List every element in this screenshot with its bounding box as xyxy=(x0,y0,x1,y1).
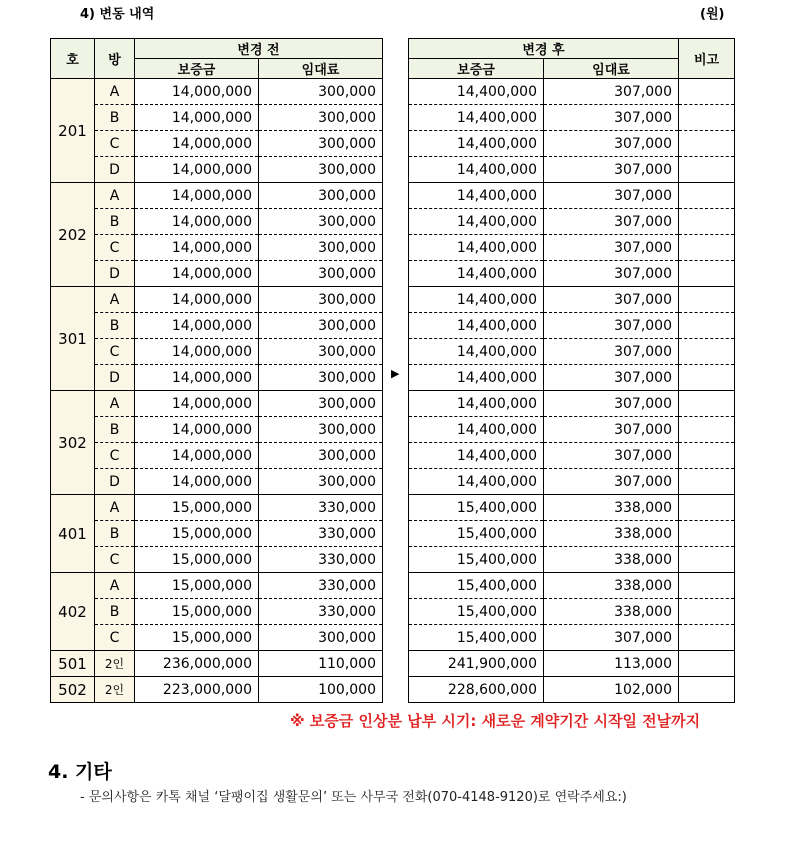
room-cell: A xyxy=(95,573,135,599)
note-cell xyxy=(679,469,735,495)
deposit-before-cell: 14,000,000 xyxy=(135,365,259,391)
table-row xyxy=(409,131,735,157)
table-row xyxy=(51,547,383,573)
table-row xyxy=(51,651,383,677)
ho-cell: 202 xyxy=(51,183,95,287)
rent-after-cell: 307,000 xyxy=(544,79,679,105)
header-rent-after: 임대료 xyxy=(544,59,679,79)
deposit-before-cell: 15,000,000 xyxy=(135,625,259,651)
after-table xyxy=(408,38,735,703)
header-deposit-before: 보증금 xyxy=(135,59,259,79)
rent-after-cell: 338,000 xyxy=(544,495,679,521)
deposit-after-cell: 14,400,000 xyxy=(409,157,544,183)
rent-after-cell: 307,000 xyxy=(544,157,679,183)
deposit-after-cell: 15,400,000 xyxy=(409,573,544,599)
room-cell: D xyxy=(95,469,135,495)
deposit-before-cell: 14,000,000 xyxy=(135,417,259,443)
misc-section-title: 4. 기타 xyxy=(48,761,112,783)
rent-after-cell: 307,000 xyxy=(544,443,679,469)
rent-after-cell: 307,000 xyxy=(544,339,679,365)
deposit-before-cell: 14,000,000 xyxy=(135,105,259,131)
rent-after-cell: 307,000 xyxy=(544,261,679,287)
note-cell xyxy=(679,391,735,417)
deposit-after-cell: 14,400,000 xyxy=(409,183,544,209)
ho-cell: 502 xyxy=(51,677,95,703)
rent-after-cell: 307,000 xyxy=(544,313,679,339)
room-cell: B xyxy=(95,313,135,339)
table-row xyxy=(409,443,735,469)
deposit-after-cell: 15,400,000 xyxy=(409,599,544,625)
deposit-before-cell: 14,000,000 xyxy=(135,79,259,105)
rent-before-cell: 110,000 xyxy=(259,651,383,677)
deposit-before-cell: 14,000,000 xyxy=(135,339,259,365)
room-cell: C xyxy=(95,339,135,365)
rent-before-cell: 300,000 xyxy=(259,105,383,131)
deposit-before-cell: 14,000,000 xyxy=(135,261,259,287)
table-row xyxy=(51,625,383,651)
room-cell: B xyxy=(95,105,135,131)
room-cell: C xyxy=(95,235,135,261)
table-row xyxy=(51,157,383,183)
note-cell xyxy=(679,625,735,651)
deposit-after-cell: 14,400,000 xyxy=(409,469,544,495)
room-cell: B xyxy=(95,209,135,235)
rent-after-cell: 338,000 xyxy=(544,599,679,625)
room-cell: A xyxy=(95,79,135,105)
table-row xyxy=(409,625,735,651)
table-row xyxy=(409,339,735,365)
deposit-before-cell: 14,000,000 xyxy=(135,235,259,261)
table-row xyxy=(409,391,735,417)
deposit-before-cell: 15,000,000 xyxy=(135,573,259,599)
deposit-after-cell: 14,400,000 xyxy=(409,79,544,105)
deposit-after-cell: 14,400,000 xyxy=(409,443,544,469)
note-cell xyxy=(679,131,735,157)
note-cell xyxy=(679,287,735,313)
note-cell xyxy=(679,261,735,287)
rent-before-cell: 300,000 xyxy=(259,287,383,313)
note-cell xyxy=(679,183,735,209)
deposit-before-cell: 15,000,000 xyxy=(135,495,259,521)
table-row xyxy=(409,157,735,183)
ho-cell: 401 xyxy=(51,495,95,573)
rent-after-cell: 113,000 xyxy=(544,651,679,677)
table-row xyxy=(51,183,383,209)
deposit-notice: ※ 보증금 인상분 납부 시기: 새로운 계약기간 시작일 전날까지 xyxy=(290,712,701,730)
table-row xyxy=(409,521,735,547)
ho-cell: 402 xyxy=(51,573,95,651)
deposit-after-cell: 14,400,000 xyxy=(409,287,544,313)
deposit-before-cell: 15,000,000 xyxy=(135,599,259,625)
table-row xyxy=(409,209,735,235)
table-row xyxy=(51,131,383,157)
table-row xyxy=(51,261,383,287)
table-row xyxy=(409,313,735,339)
header-ho: 호 xyxy=(51,39,95,79)
table-row xyxy=(51,339,383,365)
table-row xyxy=(409,235,735,261)
table-row xyxy=(409,417,735,443)
ho-cell: 302 xyxy=(51,391,95,495)
table-row xyxy=(409,469,735,495)
rent-after-cell: 307,000 xyxy=(544,235,679,261)
deposit-after-cell: 228,600,000 xyxy=(409,677,544,703)
rent-after-cell: 307,000 xyxy=(544,365,679,391)
deposit-after-cell: 14,400,000 xyxy=(409,365,544,391)
rent-before-cell: 300,000 xyxy=(259,131,383,157)
rent-after-cell: 307,000 xyxy=(544,625,679,651)
header-rent-before: 임대료 xyxy=(259,59,383,79)
rent-after-cell: 338,000 xyxy=(544,521,679,547)
rent-before-cell: 300,000 xyxy=(259,235,383,261)
note-cell xyxy=(679,677,735,703)
room-cell: A xyxy=(95,183,135,209)
note-cell xyxy=(679,157,735,183)
rent-before-cell: 300,000 xyxy=(259,391,383,417)
deposit-before-cell: 14,000,000 xyxy=(135,391,259,417)
table-row xyxy=(51,495,383,521)
deposit-before-cell: 14,000,000 xyxy=(135,131,259,157)
rent-after-cell: 307,000 xyxy=(544,105,679,131)
rent-before-cell: 300,000 xyxy=(259,209,383,235)
rent-before-cell: 300,000 xyxy=(259,339,383,365)
deposit-after-cell: 14,400,000 xyxy=(409,391,544,417)
note-cell xyxy=(679,521,735,547)
deposit-before-cell: 14,000,000 xyxy=(135,209,259,235)
rent-before-cell: 330,000 xyxy=(259,599,383,625)
deposit-after-cell: 15,400,000 xyxy=(409,625,544,651)
rent-before-cell: 330,000 xyxy=(259,521,383,547)
header-deposit-after: 보증금 xyxy=(409,59,544,79)
table-row xyxy=(51,573,383,599)
note-cell xyxy=(679,651,735,677)
deposit-before-cell: 14,000,000 xyxy=(135,183,259,209)
rent-before-cell: 330,000 xyxy=(259,573,383,599)
deposit-before-cell: 223,000,000 xyxy=(135,677,259,703)
note-cell xyxy=(679,105,735,131)
header-note: 비고 xyxy=(679,39,735,79)
rent-before-cell: 300,000 xyxy=(259,469,383,495)
table-row xyxy=(51,365,383,391)
table-row xyxy=(51,313,383,339)
note-cell xyxy=(679,443,735,469)
deposit-after-cell: 14,400,000 xyxy=(409,417,544,443)
deposit-after-cell: 14,400,000 xyxy=(409,339,544,365)
room-cell: B xyxy=(95,417,135,443)
table-row xyxy=(51,79,383,105)
rent-before-cell: 300,000 xyxy=(259,625,383,651)
table-row xyxy=(409,651,735,677)
table-row xyxy=(51,443,383,469)
table-row xyxy=(409,547,735,573)
rent-after-cell: 307,000 xyxy=(544,417,679,443)
table-row xyxy=(409,261,735,287)
deposit-before-cell: 236,000,000 xyxy=(135,651,259,677)
table-row xyxy=(409,79,735,105)
deposit-before-cell: 14,000,000 xyxy=(135,469,259,495)
table-row xyxy=(409,573,735,599)
room-cell: D xyxy=(95,261,135,287)
header-after: 변경 후 xyxy=(409,39,679,59)
rent-after-cell: 307,000 xyxy=(544,391,679,417)
rent-before-cell: 300,000 xyxy=(259,417,383,443)
deposit-before-cell: 15,000,000 xyxy=(135,547,259,573)
rent-after-cell: 307,000 xyxy=(544,131,679,157)
rent-before-cell: 300,000 xyxy=(259,157,383,183)
room-cell: D xyxy=(95,365,135,391)
rent-before-cell: 330,000 xyxy=(259,495,383,521)
room-cell: A xyxy=(95,391,135,417)
note-cell xyxy=(679,79,735,105)
table-row xyxy=(51,521,383,547)
deposit-after-cell: 14,400,000 xyxy=(409,235,544,261)
table-row xyxy=(51,469,383,495)
note-cell xyxy=(679,547,735,573)
table-row xyxy=(51,417,383,443)
note-cell xyxy=(679,365,735,391)
room-cell: 2인 xyxy=(95,677,135,703)
header-bang: 방 xyxy=(95,39,135,79)
note-cell xyxy=(679,313,735,339)
rent-after-cell: 338,000 xyxy=(544,547,679,573)
deposit-before-cell: 14,000,000 xyxy=(135,287,259,313)
table-row xyxy=(409,105,735,131)
arrow-icon: ▶ xyxy=(391,367,400,380)
rent-after-cell: 102,000 xyxy=(544,677,679,703)
rent-before-cell: 300,000 xyxy=(259,79,383,105)
room-cell: A xyxy=(95,287,135,313)
room-cell: 2인 xyxy=(95,651,135,677)
rent-before-cell: 300,000 xyxy=(259,365,383,391)
deposit-before-cell: 14,000,000 xyxy=(135,313,259,339)
room-cell: B xyxy=(95,599,135,625)
deposit-before-cell: 14,000,000 xyxy=(135,443,259,469)
table-row xyxy=(409,677,735,703)
ho-cell: 501 xyxy=(51,651,95,677)
rent-before-cell: 100,000 xyxy=(259,677,383,703)
table-row xyxy=(51,105,383,131)
deposit-before-cell: 15,000,000 xyxy=(135,521,259,547)
note-cell xyxy=(679,495,735,521)
table-row xyxy=(51,391,383,417)
deposit-before-cell: 14,000,000 xyxy=(135,157,259,183)
room-cell: B xyxy=(95,521,135,547)
deposit-after-cell: 14,400,000 xyxy=(409,209,544,235)
rent-before-cell: 300,000 xyxy=(259,183,383,209)
rent-after-cell: 307,000 xyxy=(544,287,679,313)
deposit-after-cell: 15,400,000 xyxy=(409,495,544,521)
rent-after-cell: 307,000 xyxy=(544,209,679,235)
note-cell xyxy=(679,209,735,235)
table-row xyxy=(51,287,383,313)
rent-after-cell: 307,000 xyxy=(544,183,679,209)
table-row xyxy=(409,287,735,313)
room-cell: C xyxy=(95,625,135,651)
header-before: 변경 전 xyxy=(135,39,383,59)
deposit-after-cell: 14,400,000 xyxy=(409,105,544,131)
table-row xyxy=(409,495,735,521)
note-cell xyxy=(679,235,735,261)
deposit-after-cell: 15,400,000 xyxy=(409,521,544,547)
deposit-after-cell: 14,400,000 xyxy=(409,131,544,157)
note-cell xyxy=(679,599,735,625)
table-row xyxy=(51,209,383,235)
rent-before-cell: 300,000 xyxy=(259,261,383,287)
contact-info: - 문의사항은 카톡 채널 ‘달팽이집 생활문의’ 또는 사무국 전화(070-4148-9120)로 연락주세요:) xyxy=(80,790,627,805)
unit-label: (원) xyxy=(700,7,725,22)
table-row xyxy=(51,677,383,703)
note-cell xyxy=(679,573,735,599)
note-cell xyxy=(679,339,735,365)
rent-before-cell: 300,000 xyxy=(259,313,383,339)
rent-before-cell: 330,000 xyxy=(259,547,383,573)
deposit-after-cell: 15,400,000 xyxy=(409,547,544,573)
ho-cell: 201 xyxy=(51,79,95,183)
table-row xyxy=(51,599,383,625)
section-title: 4) 변동 내역 xyxy=(80,7,155,22)
room-cell: C xyxy=(95,443,135,469)
table-row xyxy=(409,183,735,209)
rent-after-cell: 338,000 xyxy=(544,573,679,599)
deposit-after-cell: 14,400,000 xyxy=(409,313,544,339)
note-cell xyxy=(679,417,735,443)
room-cell: D xyxy=(95,157,135,183)
table-row xyxy=(51,235,383,261)
room-cell: C xyxy=(95,547,135,573)
room-cell: A xyxy=(95,495,135,521)
rent-before-cell: 300,000 xyxy=(259,443,383,469)
rent-after-cell: 307,000 xyxy=(544,469,679,495)
ho-cell: 301 xyxy=(51,287,95,391)
room-cell: C xyxy=(95,131,135,157)
table-row xyxy=(409,599,735,625)
before-table xyxy=(50,38,383,703)
table-row xyxy=(409,365,735,391)
deposit-after-cell: 14,400,000 xyxy=(409,261,544,287)
deposit-after-cell: 241,900,000 xyxy=(409,651,544,677)
